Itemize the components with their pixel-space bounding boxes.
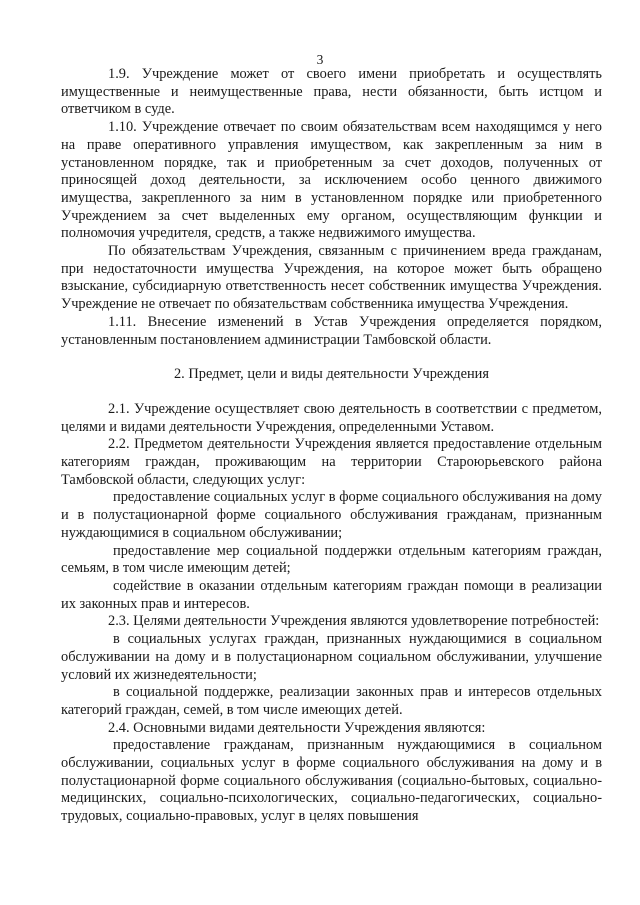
paragraph-2-3: 2.3. Целями деятельности Учреждения являются удовлетворение потребностей:	[108, 613, 600, 630]
paragraph-2-4: 2.4. Основными видами деятельности Учреждения являются:	[108, 719, 486, 736]
list-item-needs-services: в социальных услугах граждан, признанных нуждающимися в социальном обслуживании на дому и в полустационарном социальном обслуживании, улучшение условий их жизнедеятельности;	[61, 631, 602, 683]
paragraph-1-9: 1.9. Учреждение может от своего имени приобретать и осуществлять имущественные и неимущественные права, нести обязанности, быть истцом и ответчиком в суде.	[61, 66, 602, 118]
paragraph-1-11: 1.11. Внесение изменений в Устав Учреждения определяется порядком, установленным постановлением администрации Тамбовской области.	[61, 313, 602, 348]
list-item-main-activities: предоставление гражданам, признанным нуждающимися в социальном обслуживании, социальных услуг в форме социального обслуживания на дому и в полустационарной форме социального обслуживания (социально-бытовых, социально-медицинских, социально-психологических, социально-педагогических, социально-трудовых, социально-правовых, услуг в целях повышения	[61, 737, 602, 825]
list-item-support-measures: предоставление мер социальной поддержки отдельным категориям граждан, семьям, в том числе имеющим детей;	[61, 542, 602, 577]
list-item-social-services: предоставление социальных услуг в форме социального обслуживания на дому и в полустационарной форме социального обслуживания гражданам, признанным нуждающимися в социальном обслуживании;	[61, 489, 602, 541]
section-heading: 2. Предмет, цели и виды деятельности Учреждения	[173, 366, 489, 383]
list-item-assistance: содействие в оказании отдельным категориям граждан помощи в реализации их законных прав и интересов.	[61, 577, 602, 612]
list-item-needs-support: в социальной поддержке, реализации законных прав и интересов отдельных категорий граждан, семей, в том числе имеющих детей.	[61, 684, 602, 718]
page-number: 3	[316, 52, 324, 67]
paragraph-2-2: 2.2. Предметом деятельности Учреждения является предоставление отдельным категориям граждан, проживающим на территории Староюрьевского района Тамбовской области, следующих услуг:	[61, 436, 602, 488]
document-body	[61, 66, 602, 826]
paragraph-1-10: 1.10. Учреждение отвечает по своим обязательствам всем находящимся у него на праве оперативного управления имуществом, как закрепленным за ним в установленном порядке, так и приобретенным за счет доходов, полученных от приносящей доход деятельности, за исключением особо ценного движимого имущества, закрепленного за ним в установленном порядке или приобретенного Учреждением за счет выделенных ему органом, осуществляющим функции и полномочия учредителя, средств, а также недвижимого имущества.	[61, 119, 602, 242]
paragraph-2-1: 2.1. Учреждение осуществляет свою деятельность в соответствии с предметом, целями и видами деятельности Учреждения, определенными Уставом.	[61, 400, 602, 435]
paragraph-liability: По обязательствам Учреждения, связанным с причинением вреда гражданам, при недостаточности имущества Учреждения, на которое может быть обращено взыскание, субсидиарную ответственность несет собственник имущества Учреждения. Учреждение не отвечает по обязательствам собственника имущества Учреждения.	[61, 243, 602, 313]
